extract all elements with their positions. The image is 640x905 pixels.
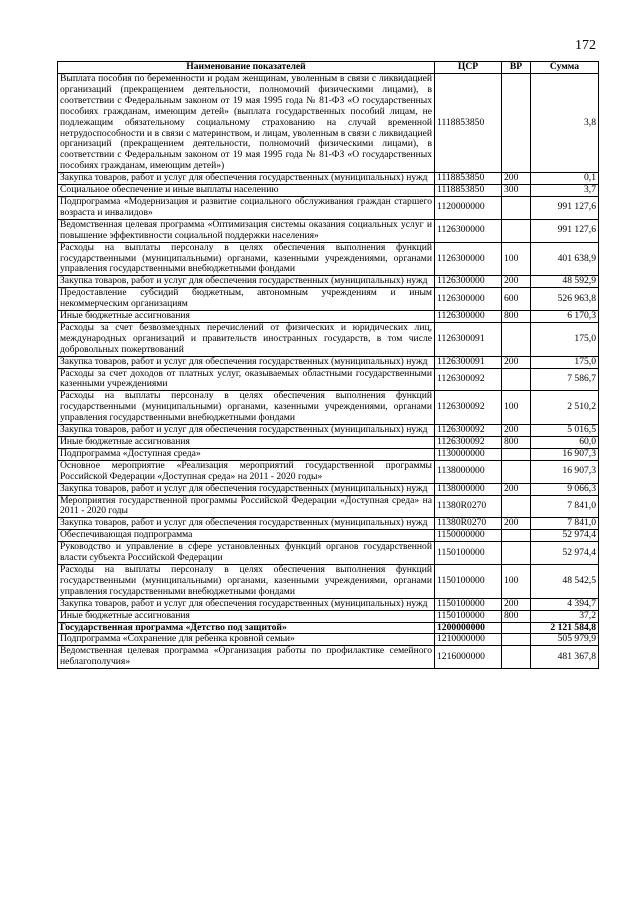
row-name: Иные бюджетные ассигнования <box>58 610 435 622</box>
row-csr: 1126300092 <box>435 368 502 391</box>
row-csr: 1150100000 <box>435 542 502 565</box>
row-name: Закупка товаров, работ и услуг для обеспечения государственных (муниципальных) нужд <box>58 518 435 530</box>
table-row <box>58 460 599 483</box>
table-row <box>58 288 599 311</box>
row-name: Закупка товаров, работ и услуг для обеспечения государственных (муниципальных) нужд <box>58 598 435 610</box>
row-name: Основное мероприятие «Реализация мероприятий государственной программы Российской Федерации «Доступная среда» на 2011 - 2020 годы» <box>58 460 435 483</box>
table-row <box>58 185 599 197</box>
row-csr: 1126300000 <box>435 288 502 311</box>
row-csr: 1126300092 <box>435 425 502 437</box>
row-name: Расходы за счет безвозмездных перечислений от физических и юридических лиц, международных организаций и правительств иностранных государств, в том числе добровольных пожертвований <box>58 322 435 356</box>
row-vr <box>502 646 531 669</box>
row-vr: 800 <box>502 437 531 449</box>
table-row <box>58 437 599 449</box>
row-vr: 600 <box>502 288 531 311</box>
row-csr: 1150100000 <box>435 564 502 598</box>
table-row <box>58 598 599 610</box>
table-row <box>58 634 599 646</box>
row-vr: 200 <box>502 598 531 610</box>
row-sum: 9 066,3 <box>531 483 599 495</box>
table-row <box>58 448 599 460</box>
row-csr: 1126300000 <box>435 276 502 288</box>
row-csr: 1126300092 <box>435 391 502 425</box>
row-csr: 1126300091 <box>435 356 502 368</box>
row-name: Закупка товаров, работ и услуг для обеспечения государственных (муниципальных) нужд <box>58 425 435 437</box>
row-sum: 48 542,5 <box>531 564 599 598</box>
row-sum: 3,8 <box>531 74 599 173</box>
table-row <box>58 196 599 219</box>
row-csr: 1210000000 <box>435 634 502 646</box>
table-header-row <box>58 62 599 74</box>
table-row <box>58 322 599 356</box>
row-vr <box>502 460 531 483</box>
row-sum: 48 592,9 <box>531 276 599 288</box>
table-row <box>58 530 599 542</box>
row-vr <box>502 495 531 518</box>
row-csr: 1150100000 <box>435 598 502 610</box>
row-csr: 11380R0270 <box>435 518 502 530</box>
header-vr: ВР <box>502 62 531 74</box>
row-csr: 1126300000 <box>435 242 502 276</box>
table-row <box>58 311 599 323</box>
row-vr <box>502 196 531 219</box>
row-name: Подпрограмма «Модернизация и развитие социального обслуживания граждан старшего возраста и инвалидов» <box>58 196 435 219</box>
row-name: Иные бюджетные ассигнования <box>58 311 435 323</box>
row-vr: 200 <box>502 518 531 530</box>
row-name: Иные бюджетные ассигнования <box>58 437 435 449</box>
row-sum: 4 394,7 <box>531 598 599 610</box>
row-sum: 481 367,8 <box>531 646 599 669</box>
table-row <box>58 391 599 425</box>
row-name: Подпрограмма «Сохранение для ребенка кровной семьи» <box>58 634 435 646</box>
row-name: Государственная программа «Детство под защитой» <box>58 622 435 634</box>
row-vr <box>502 542 531 565</box>
row-csr: 1138000000 <box>435 460 502 483</box>
row-name: Ведомственная целевая программа «Оптимизация системы оказания социальных услуг и повышение эффективности социальной поддержки населения» <box>58 219 435 242</box>
row-sum: 7 841,0 <box>531 518 599 530</box>
table-row <box>58 74 599 173</box>
row-name: Расходы за счет доходов от платных услуг, оказываемых областными государственными казенными учреждениями <box>58 368 435 391</box>
row-sum: 175,0 <box>531 322 599 356</box>
table-row <box>58 646 599 669</box>
row-csr: 11380R0270 <box>435 495 502 518</box>
row-sum: 505 979,9 <box>531 634 599 646</box>
row-vr: 200 <box>502 356 531 368</box>
row-csr: 1118853850 <box>435 74 502 173</box>
row-vr <box>502 74 531 173</box>
row-csr: 1138000000 <box>435 483 502 495</box>
row-csr: 1126300091 <box>435 322 502 356</box>
row-sum: 401 638,9 <box>531 242 599 276</box>
row-vr <box>502 368 531 391</box>
row-sum: 60,0 <box>531 437 599 449</box>
row-name: Расходы на выплаты персоналу в целях обеспечения выполнения функций государственными (муниципальными) органами, казенными учреждениями, органами управления государственными внебюджетными фондами <box>58 564 435 598</box>
row-vr: 200 <box>502 173 531 185</box>
row-csr: 1200000000 <box>435 622 502 634</box>
table-row <box>58 356 599 368</box>
table-body <box>58 74 599 669</box>
row-name: Закупка товаров, работ и услуг для обеспечения государственных (муниципальных) нужд <box>58 173 435 185</box>
row-vr: 200 <box>502 276 531 288</box>
row-sum: 7 586,7 <box>531 368 599 391</box>
row-sum: 2 121 584,8 <box>531 622 599 634</box>
table-row <box>58 425 599 437</box>
row-vr: 100 <box>502 564 531 598</box>
table-row <box>58 173 599 185</box>
row-name: Предоставление субсидий бюджетным, автономным учреждениям и иным некоммерческим организациям <box>58 288 435 311</box>
row-sum: 37,2 <box>531 610 599 622</box>
row-name: Ведомственная целевая программа «Организация работы по профилактике семейного неблагополучия» <box>58 646 435 669</box>
page-number: 172 <box>575 38 596 53</box>
table-row <box>58 276 599 288</box>
row-sum: 526 963,8 <box>531 288 599 311</box>
table-row <box>58 564 599 598</box>
row-name: Мероприятия государственной программы Российской Федерации «Доступная среда» на 2011 - 2020 годы <box>58 495 435 518</box>
row-sum: 0,1 <box>531 173 599 185</box>
row-csr: 1150100000 <box>435 610 502 622</box>
table-row <box>58 242 599 276</box>
row-name: Закупка товаров, работ и услуг для обеспечения государственных (муниципальных) нужд <box>58 483 435 495</box>
row-sum: 16 907,3 <box>531 460 599 483</box>
row-name: Обеспечивающая подпрограмма <box>58 530 435 542</box>
row-vr <box>502 530 531 542</box>
row-name: Выплата пособия по беременности и родам женщинам, уволенным в связи с ликвидацией организаций (прекращением деятельности, полномочий физическими лицами), в соответствии с Федеральным законом от 19 мая 1995 года № 81-ФЗ «О государственных пособиях гражданам, имеющим детей» (выплата государственных пособий лицам, не подлежащим обязательному социальному страхованию на случай временной нетрудоспособности и в связи с материнством, и лицам, уволенным в связи с ликвидацией организаций (прекращением деятельности, полномочий физическими лицами), в соответствии с Федеральным законом от 19 мая 1995 года № 81-ФЗ «О государственных пособиях гражданам, имеющим детей») <box>58 74 435 173</box>
row-name: Руководство и управление в сфере установленных функций органов государственной власти субъекта Российской Федерации <box>58 542 435 565</box>
table-row <box>58 219 599 242</box>
row-name: Закупка товаров, работ и услуг для обеспечения государственных (муниципальных) нужд <box>58 276 435 288</box>
row-sum: 3,7 <box>531 185 599 197</box>
row-name: Закупка товаров, работ и услуг для обеспечения государственных (муниципальных) нужд <box>58 356 435 368</box>
row-name: Расходы на выплаты персоналу в целях обеспечения выполнения функций государственными (муниципальными) органами, казенными учреждениями, органами управления государственными внебюджетными фондами <box>58 242 435 276</box>
row-sum: 52 974,4 <box>531 530 599 542</box>
row-sum: 52 974,4 <box>531 542 599 565</box>
row-vr <box>502 622 531 634</box>
row-csr: 1126300092 <box>435 437 502 449</box>
header-sum: Сумма <box>531 62 599 74</box>
row-vr <box>502 634 531 646</box>
row-name: Расходы на выплаты персоналу в целях обеспечения выполнения функций государственными (муниципальными) органами, казенными учреждениями, органами управления государственными внебюджетными фондами <box>58 391 435 425</box>
row-sum: 2 510,2 <box>531 391 599 425</box>
row-name: Социальное обеспечение и иные выплаты населению <box>58 185 435 197</box>
row-sum: 7 841,0 <box>531 495 599 518</box>
row-vr <box>502 448 531 460</box>
table-row <box>58 622 599 634</box>
row-vr <box>502 322 531 356</box>
row-vr: 800 <box>502 610 531 622</box>
table-row <box>58 368 599 391</box>
row-sum: 6 170,3 <box>531 311 599 323</box>
row-vr <box>502 219 531 242</box>
table-row <box>58 495 599 518</box>
row-sum: 16 907,3 <box>531 448 599 460</box>
row-csr: 1118853850 <box>435 173 502 185</box>
row-sum: 991 127,6 <box>531 219 599 242</box>
table-row <box>58 518 599 530</box>
row-sum: 175,0 <box>531 356 599 368</box>
row-vr: 800 <box>502 311 531 323</box>
row-vr: 100 <box>502 391 531 425</box>
row-csr: 1120000000 <box>435 196 502 219</box>
table-row <box>58 483 599 495</box>
row-csr: 1118853850 <box>435 185 502 197</box>
row-csr: 1216000000 <box>435 646 502 669</box>
row-vr: 200 <box>502 483 531 495</box>
row-sum: 5 016,5 <box>531 425 599 437</box>
row-name: Подпрограмма «Доступная среда» <box>58 448 435 460</box>
header-csr: ЦСР <box>435 62 502 74</box>
table-row <box>58 610 599 622</box>
header-name: Наименование показателей <box>58 62 435 74</box>
row-vr: 200 <box>502 425 531 437</box>
row-csr: 1150000000 <box>435 530 502 542</box>
budget-table <box>57 61 599 669</box>
row-csr: 1130000000 <box>435 448 502 460</box>
row-csr: 1126300000 <box>435 219 502 242</box>
row-vr: 300 <box>502 185 531 197</box>
row-sum: 991 127,6 <box>531 196 599 219</box>
row-vr: 100 <box>502 242 531 276</box>
table-row <box>58 542 599 565</box>
row-csr: 1126300000 <box>435 311 502 323</box>
